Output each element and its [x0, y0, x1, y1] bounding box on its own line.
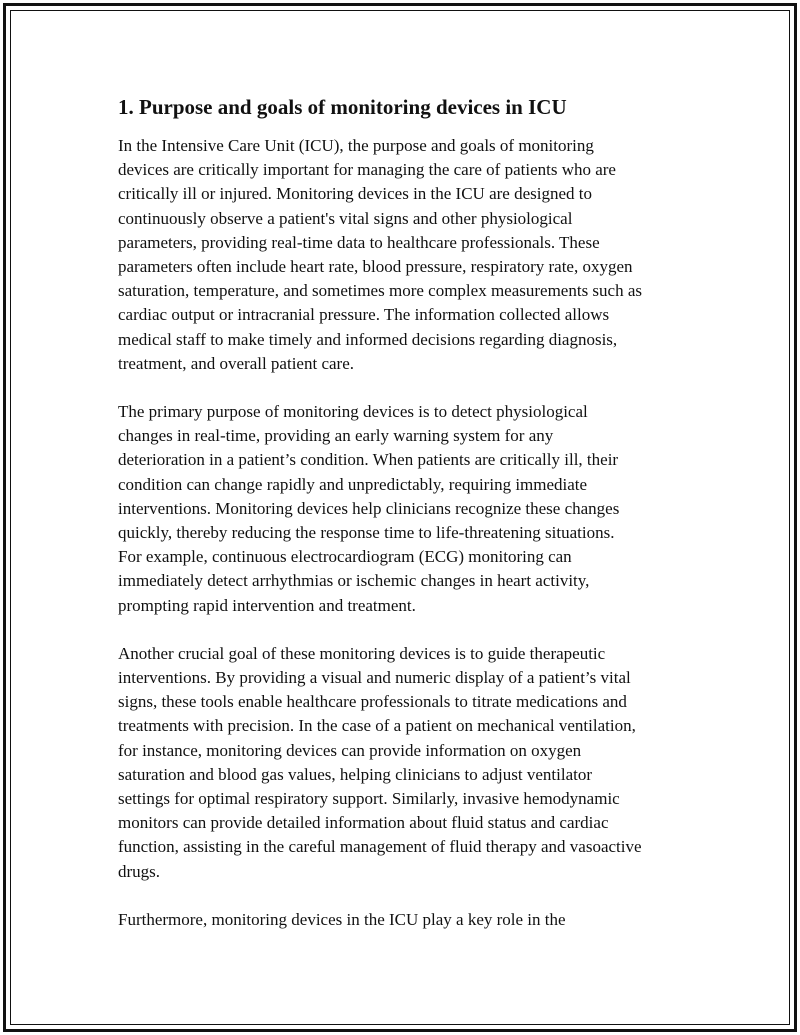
paragraph-line: drugs. [118, 861, 161, 881]
paragraph-line: Another crucial goal of these monitoring devices is to guide therapeutic [118, 643, 606, 663]
paragraph-line: treatments with precision. In the case of a patient on mechanical ventilation, [118, 716, 636, 736]
paragraph-line: critically ill or injured. Monitoring devices in the ICU are designed to [118, 184, 592, 204]
paragraph-line: parameters often include heart rate, blood pressure, respiratory rate, oxygen [118, 257, 633, 277]
paragraph-therapeutic-guidance [118, 642, 690, 884]
paragraph-line: function, assisting in the careful management of fluid therapy and vasoactive [118, 837, 642, 857]
paragraph-line: cardiac output or intracranial pressure. The information collected allows [118, 305, 610, 325]
paragraph-line: immediately detect arrhythmias or ischemic changes in heart activity, [118, 571, 590, 591]
paragraph-line: monitors can provide detailed information about fluid status and cardiac [118, 813, 609, 833]
document-content [118, 93, 690, 956]
paragraph-line: treatment, and overall patient care. [118, 353, 354, 373]
paragraph-line: parameters, providing real-time data to healthcare professionals. These [118, 232, 600, 252]
paragraph-line: The primary purpose of monitoring devices is to detect physiological [118, 402, 588, 422]
paragraph-line: saturation, temperature, and sometimes more complex measurements such as [118, 281, 643, 301]
paragraph-line: condition can change rapidly and unpredictably, requiring immediate [118, 474, 588, 494]
paragraph-furthermore [118, 908, 690, 932]
paragraph-line: saturation and blood gas values, helping clinicians to adjust ventilator [118, 764, 593, 784]
paragraph-intro [118, 134, 690, 376]
paragraph-line: interventions. Monitoring devices help clinicians recognize these changes [118, 498, 620, 518]
paragraph-line: medical staff to make timely and informed decisions regarding diagnosis, [118, 329, 618, 349]
paragraph-line: signs, these tools enable healthcare professionals to titrate medications and [118, 692, 627, 712]
paragraph-line: Furthermore, monitoring devices in the ICU play a key role in the [118, 909, 566, 929]
paragraph-line: settings for optimal respiratory support. Similarly, invasive hemodynamic [118, 789, 620, 809]
paragraph-line: interventions. By providing a visual and numeric display of a patient’s vital [118, 668, 631, 688]
paragraph-line: For example, continuous electrocardiogram (ECG) monitoring can [118, 547, 572, 567]
paragraph-line: continuously observe a patient's vital signs and other physiological [118, 208, 573, 228]
paragraph-primary-purpose [118, 400, 690, 618]
paragraph-line: deterioration in a patient’s condition. When patients are critically ill, their [118, 450, 619, 470]
paragraph-line: prompting rapid intervention and treatment. [118, 595, 416, 615]
section-heading: 1. Purpose and goals of monitoring devices in ICU [118, 95, 567, 119]
paragraph-line: In the Intensive Care Unit (ICU), the purpose and goals of monitoring [118, 136, 594, 155]
paragraph-line: changes in real-time, providing an early warning system for any [118, 426, 554, 446]
paragraph-line: devices are critically important for managing the care of patients who are [118, 160, 616, 180]
paragraph-line: quickly, thereby reducing the response time to life-threatening situations. [118, 523, 615, 543]
paragraph-line: for instance, monitoring devices can provide information on oxygen [118, 740, 582, 760]
